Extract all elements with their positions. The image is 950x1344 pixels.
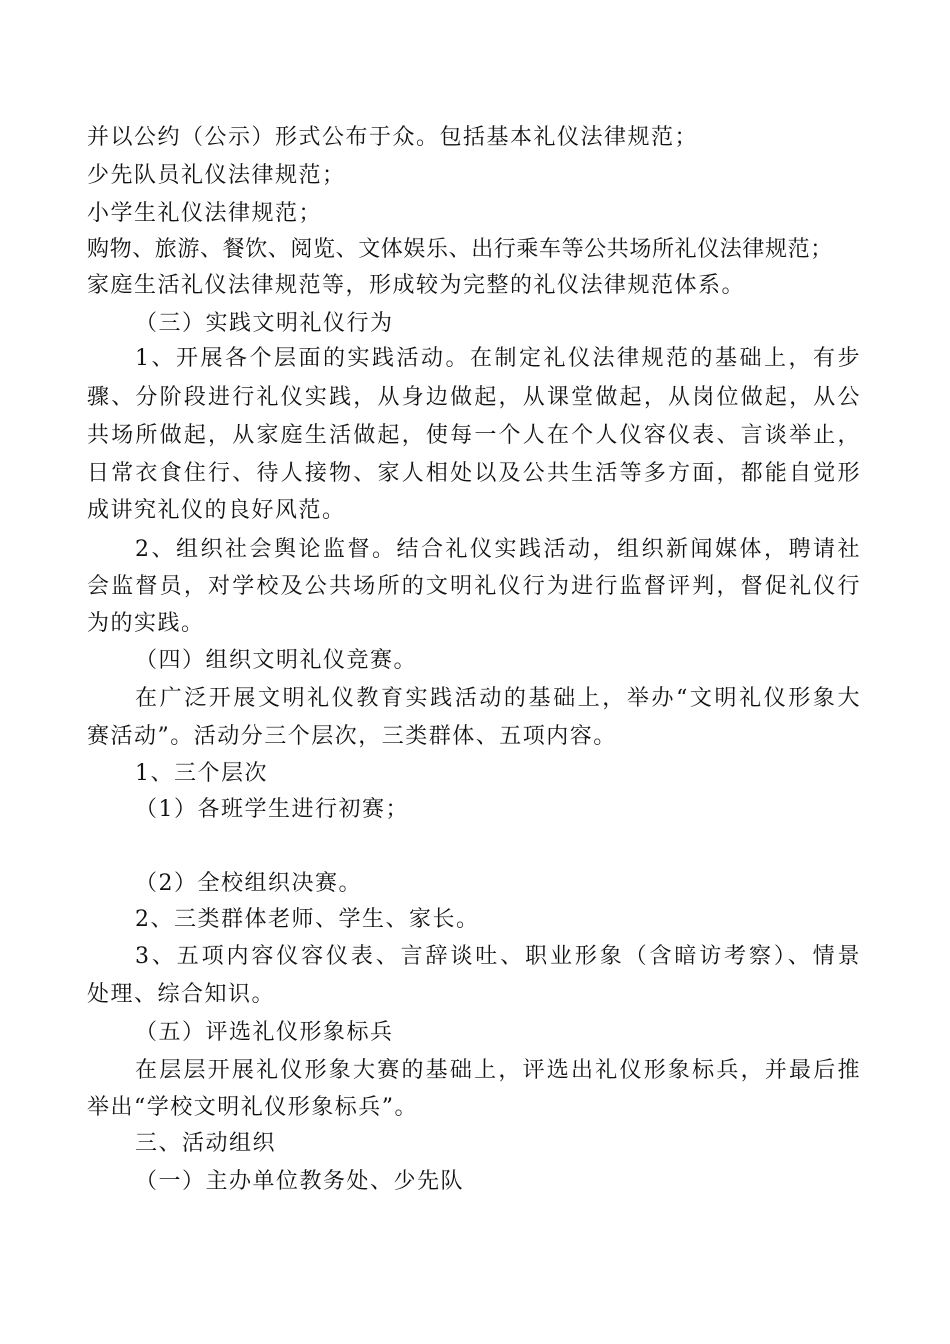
paragraph-line: 骤、分阶段进行礼仪实践，从身边做起，从课堂做起，从岗位做起，从公 [87,385,861,410]
paragraph-line: 处理、综合知识。 [87,982,276,1007]
section-heading: （四）组织文明礼仪竞赛。 [135,648,418,673]
paragraph-line: 赛活动”。活动分三个层次，三类群体、五项内容。 [87,724,617,749]
paragraph-line: 在层层开展礼仪形象大赛的基础上，评选出礼仪形象标兵，并最后推 [135,1058,861,1083]
text-line: 小学生礼仪法律规范； [87,201,323,226]
paragraph-line: 举出“学校文明礼仪形象标兵”。 [87,1095,418,1120]
list-item: （1）各班学生进行初赛； [135,797,409,822]
paragraph-line: 会监督员，对学校及公共场所的文明礼仪行为进行监督评判，督促礼仪行 [87,574,861,599]
section-heading: （五）评选礼仪形象标兵 [135,1020,394,1045]
text-line: 购物、旅游、餐饮、阅览、文体娱乐、出行乘车等公共场所礼仪法律规范； [87,237,833,262]
paragraph-line: 共场所做起，从家庭生活做起，使每一个人在个人仪容仪表、言谈举止， [87,423,861,448]
paragraph-line: 在广泛开展文明礼仪教育实践活动的基础上，举办“文明礼仪形象大 [135,686,861,711]
section-heading: （一）主办单位教务处、少先队 [135,1169,465,1194]
paragraph-line: 3、五项内容仪容仪表、言辞谈吐、职业形象（含暗访考察）、情景 [135,944,861,969]
text-line: 少先队员礼仪法律规范； [87,163,346,188]
text-line: 家庭生活礼仪法律规范等，形成较为完整的礼仪法律规范体系。 [87,273,746,298]
text-line: 并以公约（公示）形式公布于众。包括基本礼仪法律规范； [87,125,699,150]
paragraph-line: 成讲究礼仪的良好风范。 [87,498,346,523]
paragraph-line: 日常衣食住行、待人接物、家人相处以及公共生活等多方面，都能自觉形 [87,461,861,486]
list-heading: 1、三个层次 [135,761,268,786]
paragraph-line: 2、组织社会舆论监督。结合礼仪实践活动，组织新闻媒体，聘请社 [135,537,861,562]
paragraph-line: 为的实践。 [87,611,205,636]
section-heading: （三）实践文明礼仪行为 [135,311,394,336]
chapter-heading: 三、活动组织 [135,1131,277,1156]
list-heading: 2、三类群体老师、学生、家长。 [135,907,480,932]
paragraph-line: 1、开展各个层面的实践活动。在制定礼仪法律规范的基础上，有步 [135,346,861,371]
list-item: （2）全校组织决赛。 [135,871,362,896]
